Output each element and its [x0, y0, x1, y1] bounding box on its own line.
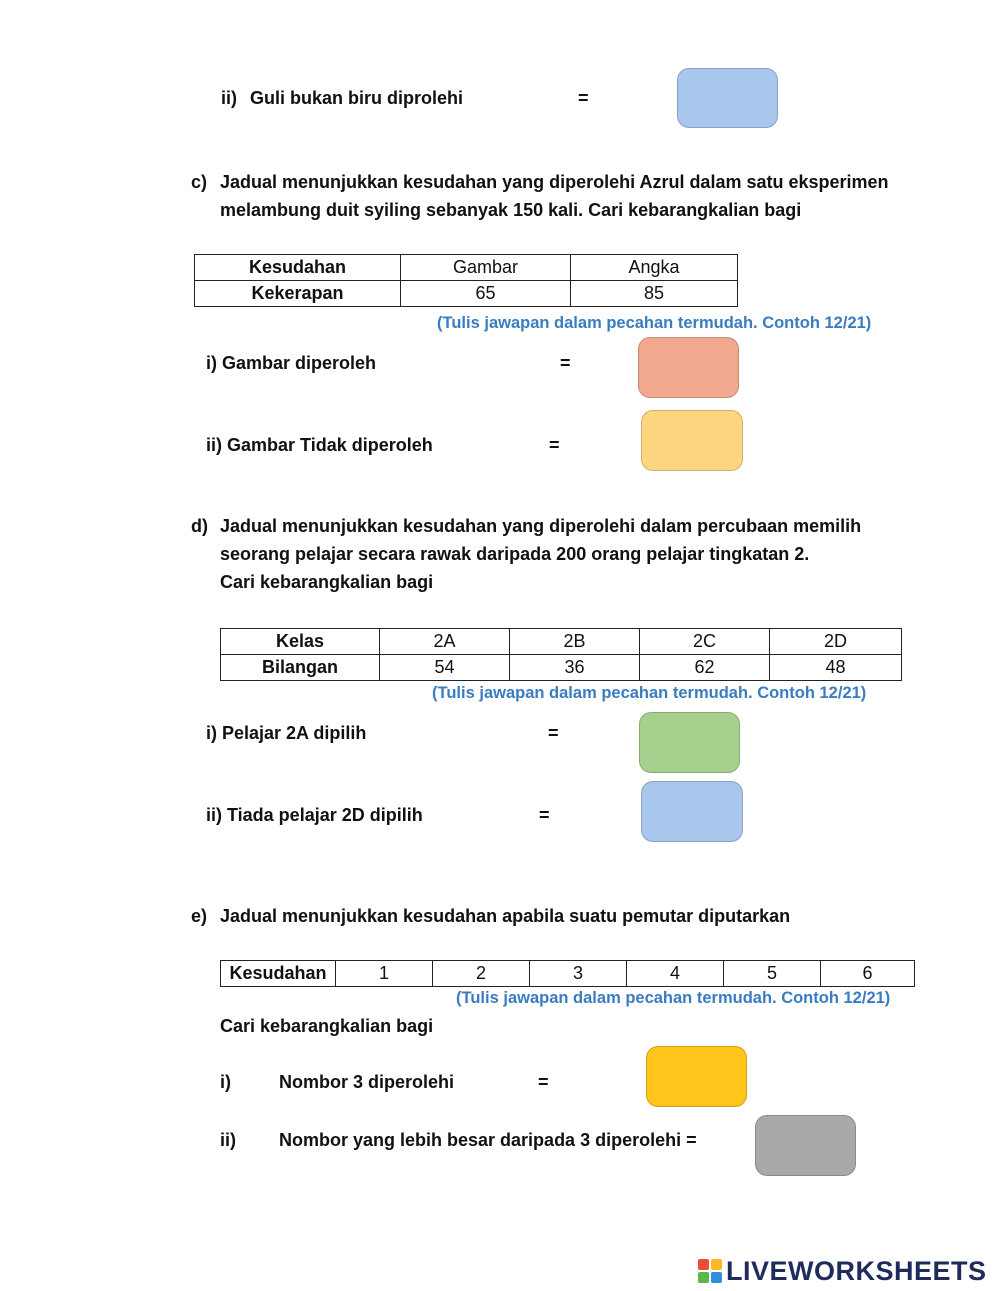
table-cell: Kesudahan	[221, 961, 336, 987]
d-question-line3: Cari kebarangkalian bagi	[220, 572, 434, 592]
e-table	[220, 960, 915, 987]
table-cell: 65	[401, 281, 571, 307]
liveworksheets-logo	[698, 1256, 987, 1286]
table-cell: 5	[724, 961, 821, 987]
d-i-question: i) Pelajar 2A dipilih	[206, 723, 367, 743]
e-i-label: i)	[220, 1072, 231, 1092]
answer-box-c-i[interactable]	[638, 337, 739, 398]
e-ii-question: Nombor yang lebih besar daripada 3 diperolehi =	[279, 1130, 697, 1150]
c-ii-equals: =	[549, 435, 560, 455]
logo-text: LIVEWORKSHEETS	[726, 1255, 987, 1286]
d-ii-equals: =	[539, 805, 550, 825]
table-cell: 6	[821, 961, 915, 987]
e-prompt: Cari kebarangkalian bagi	[220, 1016, 434, 1036]
b-ii-question: Guli bukan biru diprolehi	[250, 88, 464, 108]
d-question-line2: seorang pelajar secara rawak daripada 200 orang pelajar tingkatan 2.	[220, 544, 810, 564]
table-row	[195, 255, 738, 281]
table-cell: 54	[380, 655, 510, 681]
table-cell: 2C	[640, 629, 770, 655]
e-marker: e)	[191, 906, 208, 926]
table-cell: Angka	[571, 255, 738, 281]
answer-box-d-i[interactable]	[639, 712, 740, 773]
logo-mark-icon	[698, 1259, 722, 1283]
table-cell: 1	[336, 961, 433, 987]
c-question-line2: melambung duit syiling sebanyak 150 kali. Cari kebarangkalian bagi	[220, 200, 802, 220]
answer-box-c-ii[interactable]	[641, 410, 743, 471]
table-row	[221, 629, 902, 655]
answer-box-e-ii[interactable]	[755, 1115, 856, 1176]
e-i-equals: =	[538, 1072, 549, 1092]
c-i-equals: =	[560, 353, 571, 373]
e-question-line1: Jadual menunjukkan kesudahan apabila suatu pemutar diputarkan	[220, 906, 791, 926]
d-table	[220, 628, 902, 681]
c-marker: c)	[191, 172, 208, 192]
table-cell: Kesudahan	[195, 255, 401, 281]
table-cell: Bilangan	[221, 655, 380, 681]
table-cell: Gambar	[401, 255, 571, 281]
table-cell: 85	[571, 281, 738, 307]
table-row	[221, 961, 915, 987]
e-ii-label: ii)	[220, 1130, 236, 1150]
answer-box-e-i[interactable]	[646, 1046, 747, 1107]
d-ii-question: ii) Tiada pelajar 2D dipilih	[206, 805, 423, 825]
c-i-question: i) Gambar diperoleh	[206, 353, 377, 373]
table-cell: 2A	[380, 629, 510, 655]
table-cell: 48	[770, 655, 902, 681]
table-cell: 2B	[510, 629, 640, 655]
b-ii-equals: =	[578, 88, 589, 108]
c-note: (Tulis jawapan dalam pecahan termudah. Contoh 12/21)	[437, 314, 872, 332]
table-row	[195, 281, 738, 307]
b-ii-label: ii)	[221, 88, 237, 108]
table-cell: 36	[510, 655, 640, 681]
e-i-question: Nombor 3 diperolehi	[279, 1072, 455, 1092]
d-marker: d)	[191, 516, 208, 536]
c-ii-question: ii) Gambar Tidak diperoleh	[206, 435, 433, 455]
answer-box-d-ii[interactable]	[641, 781, 743, 842]
c-table	[194, 254, 738, 307]
table-cell: 4	[627, 961, 724, 987]
table-row	[221, 655, 902, 681]
table-cell: 62	[640, 655, 770, 681]
d-note: (Tulis jawapan dalam pecahan termudah. Contoh 12/21)	[432, 684, 867, 702]
c-question-line1: Jadual menunjukkan kesudahan yang diperolehi Azrul dalam satu eksperimen	[220, 172, 889, 192]
d-i-equals: =	[548, 723, 559, 743]
answer-box-b-ii[interactable]	[677, 68, 778, 128]
table-cell: 2D	[770, 629, 902, 655]
table-cell: 3	[530, 961, 627, 987]
table-cell: Kelas	[221, 629, 380, 655]
table-cell: Kekerapan	[195, 281, 401, 307]
d-question-line1: Jadual menunjukkan kesudahan yang diperolehi dalam percubaan memilih	[220, 516, 862, 536]
e-note: (Tulis jawapan dalam pecahan termudah. Contoh 12/21)	[456, 989, 891, 1007]
table-cell: 2	[433, 961, 530, 987]
